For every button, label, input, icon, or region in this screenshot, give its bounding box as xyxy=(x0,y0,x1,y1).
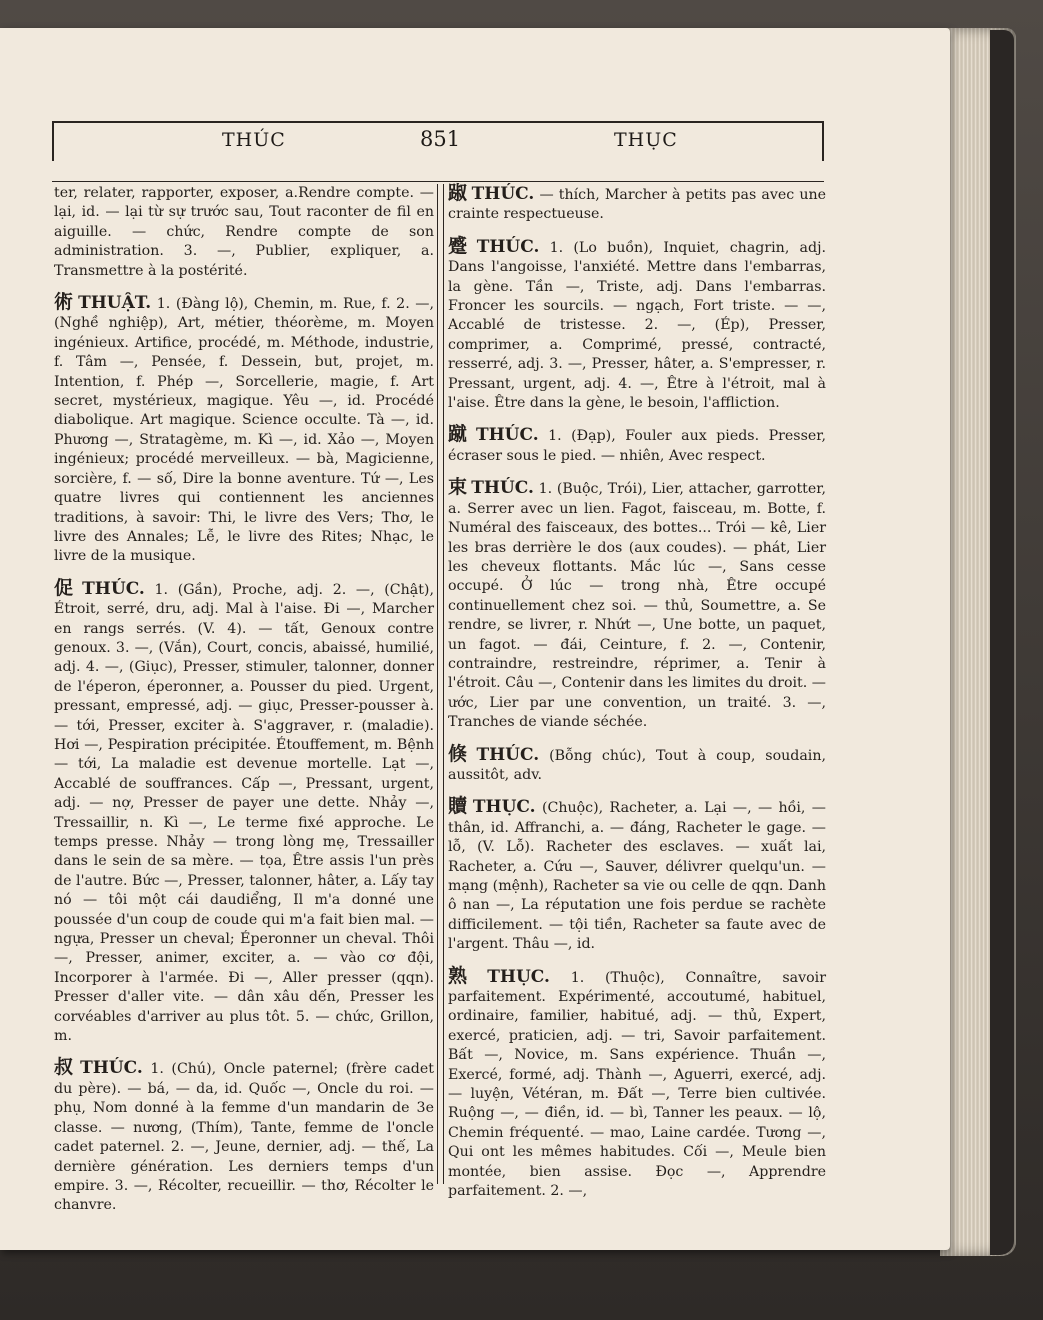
header-right-word: THỤC xyxy=(614,129,678,151)
entry-character: 踧 xyxy=(448,182,468,204)
entry-character: 贖 xyxy=(448,795,469,818)
entry-text: ter, relater, rapporter, exposer, a.Rendre compte. — lại, id. — lại từ sự trước sau, Tout raconter de fil en aiguille. — chức, Rendre compte de son administration. 3. —, Publier, expliquer, a. Transmettre à la postérité. xyxy=(54,185,434,279)
entry-thuat xyxy=(54,293,434,567)
entry-thuc-worry xyxy=(448,234,826,414)
entry-text: 1. (Đạp), Fouler aux pieds. Presser, écraser sous le pied. — nhiên, Avec respect. xyxy=(448,428,826,464)
entry-lemma: THÚC. xyxy=(471,184,535,204)
entry-character: 熟 xyxy=(448,964,484,987)
entry-character: 促 xyxy=(54,576,79,599)
entry-lemma: THÚC. xyxy=(80,1058,143,1079)
entry-text: — thích, Marcher à petits pas avec une crainte respectueuse. xyxy=(448,187,826,223)
entry-character: 束 xyxy=(448,476,468,499)
page-number: 851 xyxy=(420,127,461,151)
page-header xyxy=(52,121,824,182)
entry-lemma: THỤC. xyxy=(487,966,550,987)
left-column xyxy=(54,184,434,1214)
entry-lemma: THỤC. xyxy=(472,797,536,818)
entry-thuc-ripe xyxy=(448,964,826,1202)
entry-character: 術 xyxy=(54,291,75,314)
column-divider xyxy=(437,184,444,1184)
entry-thuc-sudden xyxy=(448,742,826,786)
entry-text: 1. (Gần), Proche, adj. 2. —, (Chật), Étroit, serré, dru, adj. Mal à l'aise. Đi —, Marcher en rangs serrés. (V. 4). — tất, Genoux contre genoux. 3. —, (Vắn), Court, concis, abaissé, humilié, adj. 4. —, (Giục), Presser, stimuler, talonner, donner de l'éperon, éperonner, a. Pousser du pied. Urgent, pressant, empressé, adj. — giục, Presser-pousser à. — tới, Presser, exciter à. S'aggraver, r. (maladie). Hơi —, Pespiration précipitée. Étouffement, m. Bệnh — tới, La maladie est devenue mortelle. Lạt —, Accablé de souffrances. Cấp —, Pressant, urgent, adj. — nợ, Presser de payer une dette. Nhảy —, Tressaillir, n. Kì —, Le terme fixé approche. Le temps presse. Nhảy — trong lòng mẹ, Tressailler dans le sein de sa mère. — tọa, Être assis l'un près de l'autre. Bức —, Presser, talonner, hâter, a. Lấy tay nó — tôi một cái daudiểng, Il m'a donné une poussée d'un coup de coude qui m'a fait bien mal. — ngựa, Presser un cheval; Éperonner un cheval. Thôi —, Presser, animer, exciter, a. — vào cơ đội, Incorporer à l'armée. Đi —, Aller presser (qqn). Presser d'aller vite. — dân xâu dến, Presser les corvéables d'arriver au plus tôt. 5. — chức, Grillon, m. xyxy=(54,581,434,1045)
entry-thuc-bind xyxy=(448,478,826,732)
entry-character: 蹴 xyxy=(448,423,472,446)
entry-text: 1. (Đàng lộ), Chemin, m. Rue, f. 2. —, (Nghề nghiệp), Art, métier, théorème, m. Moyen ingénieux. Artifice, procédé, m. Méthode, industrie, f. Tâm —, Pensée, f. Dessein, but, projet, m. Intention, f. Phép —, Sorcellerie, magie, f. Art secret, mystérieux, magique. Yêu —, id. Procédé diabolique. Art magique. Science occulte. Tà —, id. Phương —, Stratagème, m. Kì —, id. Xảo —, Moyen ingénieux; procédé merveilleux. — bà, Magicienne, sorcière, f. — số, Dire la bonne aventure. Tứ —, Les quatre livres qui contiennent les anciennes traditions, à savoir: Thi, le livre des Vers; Thơ, le livre des Annales; Lễ, le livre des Rites; Nhạc, le livre de la musique. xyxy=(54,296,434,565)
entry-thuc-trample xyxy=(448,425,826,466)
entry-text: 1. (Thuộc), Connaître, savoir parfaitement. Expérimenté, accoutumé, habituel, ordinaire, familier, habitué, adj. — thủ, Expert, exercé, praticien, adj. — tri, Savoir parfaitement. Bất —, Novice, m. Sans expérience. Thuần —, Exercé, formé, adj. Thành —, Aguerri, exercé, adj. — luyện, Vétéran, m. Đất —, Terre bien cultivée. Ruộng —, — điền, id. — bì, Tanner les peaux. — lộ, Chemin fréquenté. — mao, Laine cardée. Tương —, Qui ont les mêmes habitudes. Cối —, Meule bien montée, bien assise. Đọc —, Apprendre parfaitement. 2. —, xyxy=(448,969,826,1200)
entry-text: (Bỗng chúc), Tout à coup, soudain, aussitôt, adv. xyxy=(448,747,826,783)
entry-thuc-uncle xyxy=(54,1058,434,1215)
entry-character: 倏 xyxy=(448,742,473,765)
entry-character: 蹙 xyxy=(448,234,473,257)
entry-lemma: THÚC. xyxy=(471,478,534,499)
entry-text: 1. (Lo buồn), Inquiet, chagrin, adj. Dans l'angoisse, l'anxiété. Mettre dans l'embarras, la gène. Tần —, Triste, adj. Dans l'embarras. Froncer les sourcils. — ngạch, Fort triste. — —, Accablé de tristesse. 2. —, (Ép), Presser, comprimer, a. Comprimé, pressé, contracté, resserré, adj. 3. —, Presser, hâter, a. S'empresser, r. Pressant, urgent, adj. 4. —, Être à l'étroit, mal à l'aise. Être dans la gène, le besoin, l'affliction. xyxy=(448,239,826,412)
entry-text: 1. (Buộc, Trói), Lier, attacher, garrotter, a. Serrer avec un lien. Fagot, faisceau, m. Botte, f. Numéral des faisceaux, des bottes... Trói — kê, Lier les bras derrière le dos (aux coudes). — phát, Lier les cheveux flottants. Mắc lúc —, Sans cesse occupé. Ở lúc — trong nhà, Être occupé continuellement chez soi. — thủ, Soumettre, a. Se rendre, se livrer, r. Nhứt —, Une botte, un paquet, un fagot. — đái, Ceinture, f. 2. —, Contenir, contraindre, restreindre, réprimer, a. Tenir à l'étroit. Câu —, Contenir dans les limites du droit. — ước, Lier par une convention, un traité. 3. —, Tranches de viande séchée. xyxy=(448,481,826,731)
header-left-word: THÚC xyxy=(222,129,286,151)
entry-lemma: THUẬT. xyxy=(78,293,152,314)
entry-text: (Chuộc), Racheter, a. Lại —, — hồi, — thân, id. Affranchi, a. — đáng, Racheter le gage. — lỗ, (V. Lỗ). Racheter des esclaves. — xuất lai, Racheter, a. Cứu —, Sauver, délivrer quelqu'un. — mạng (mệnh), Racheter sa vie ou celle de qqn. Danh ô nan —, La réputation une fois perdue se rachète difficilement. — tội tiền, Racheter sa faute avec de l'argent. Thâu —, id. xyxy=(448,800,826,953)
entry-text: 1. (Chú), Oncle paternel; (frère cadet du père). — bá, — da, id. Quốc —, Oncle du roi. — phụ, Nom donné à la femme d'un mandarin de 3e classe. — nương, (Thím), Tante, femme de l'oncle cadet paternel. 2. —, Jeune, dernier, adj. — thế, La dernière génération. Les derniers temps d'un empire. 3. —, Récolter, recueillir. — thơ, Récolter le chanvre. xyxy=(54,1061,434,1214)
entry-thuc-steps xyxy=(448,184,826,225)
entry-lemma: THÚC. xyxy=(476,236,540,257)
entry-continuation xyxy=(54,184,434,281)
book-cover-edge xyxy=(990,30,1014,1255)
entry-lemma: THÚC. xyxy=(476,744,540,765)
entry-lemma: THÚC. xyxy=(82,578,145,599)
entry-thuc-redeem xyxy=(448,797,826,954)
right-column xyxy=(448,182,826,1200)
entry-character: 叔 xyxy=(54,1056,77,1079)
entry-thuc-promote xyxy=(54,576,434,1047)
entry-lemma: THÚC. xyxy=(475,425,539,446)
